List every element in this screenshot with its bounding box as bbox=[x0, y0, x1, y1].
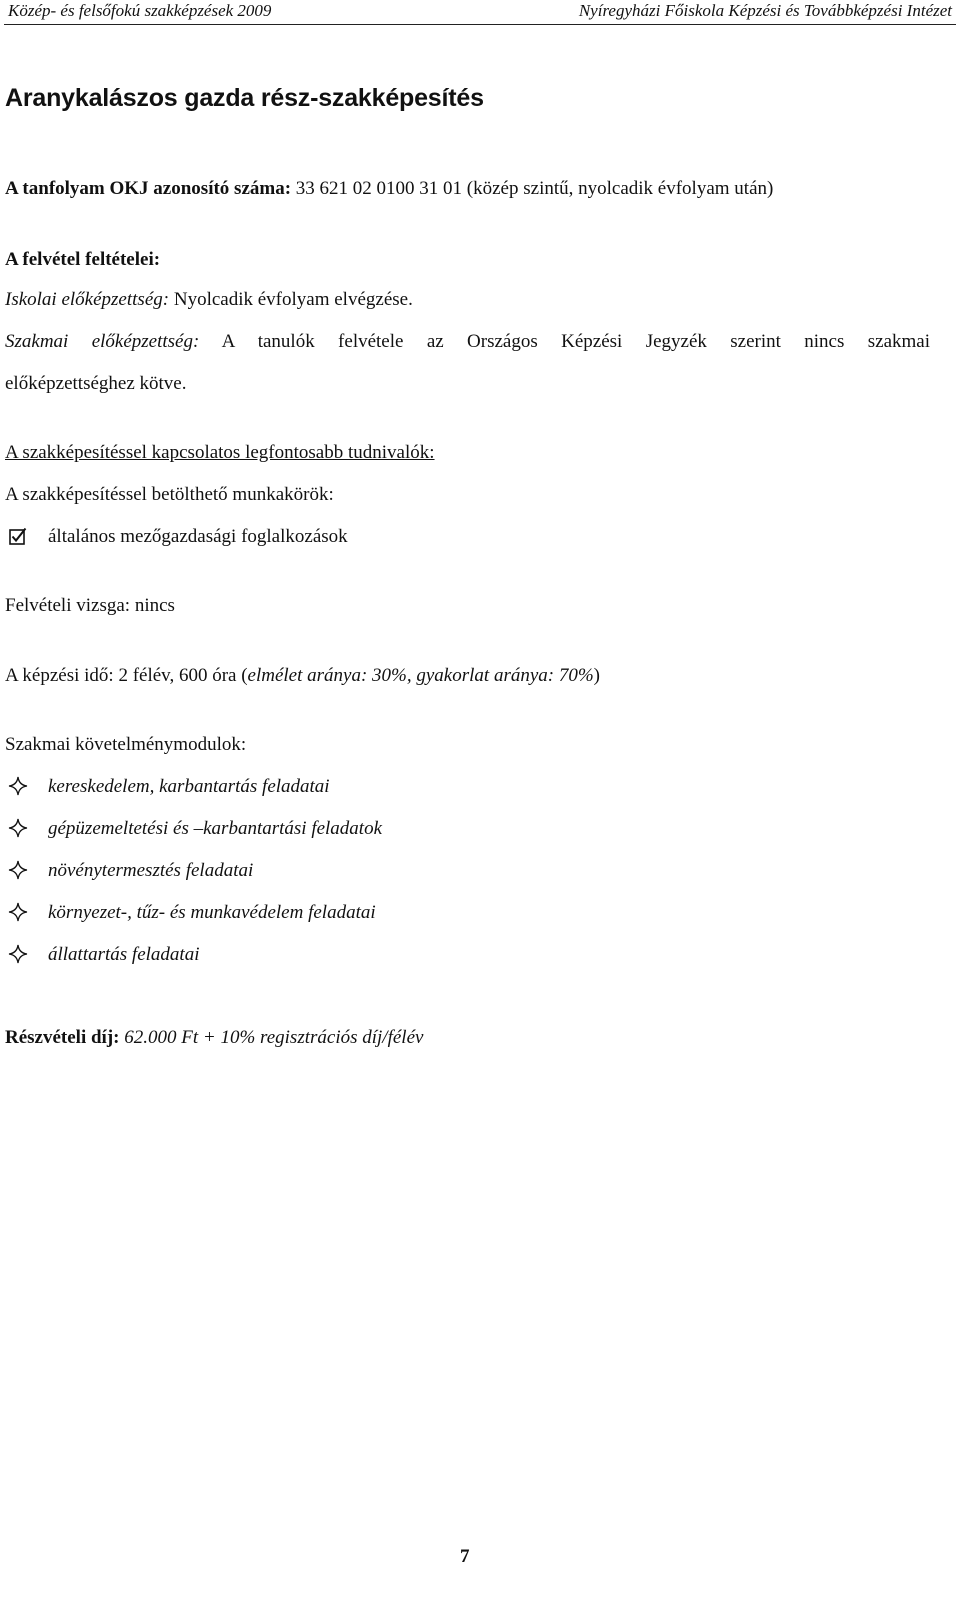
diamond-bullet-icon bbox=[8, 860, 28, 880]
prof-prereq-value-1: A tanulók felvétele az Országos Képzési Jegyzék szerint nincs szakmai bbox=[221, 331, 930, 352]
header-rule bbox=[4, 24, 956, 25]
module-item: kereskedelem, karbantartás feladatai bbox=[48, 776, 330, 797]
prof-prereq-line bbox=[5, 331, 930, 353]
module-item: gépüzemeltetési és –karbantartási feladatok bbox=[48, 818, 383, 839]
duration-paren-close: ) bbox=[593, 665, 600, 686]
school-prereq-value: Nyolcadik évfolyam elvégzése. bbox=[173, 289, 413, 310]
fee-label: Részvételi díj: bbox=[5, 1027, 120, 1048]
module-item: környezet-, tűz- és munkavédelem feladatai bbox=[48, 902, 376, 923]
diamond-bullet-icon bbox=[8, 818, 28, 838]
prof-prereq-label: Szakmai előképzettség: bbox=[5, 331, 200, 352]
prof-prereq-value-2: előképzettséghez kötve. bbox=[5, 373, 187, 394]
school-prereq-label: Iskolai előképzettség: bbox=[5, 289, 170, 310]
exam-line bbox=[5, 595, 175, 617]
diamond-bullet-icon bbox=[8, 902, 28, 922]
admission-heading: A felvétel feltételei: bbox=[5, 249, 161, 270]
info-heading: A szakképesítéssel kapcsolatos legfontosabb tudnivalók: bbox=[5, 442, 435, 463]
module-item: növénytermesztés feladatai bbox=[48, 860, 254, 881]
job-item: általános mezőgazdasági foglalkozások bbox=[48, 526, 348, 547]
jobs-heading: A szakképesítéssel betölthető munkakörök: bbox=[5, 484, 334, 505]
page-header bbox=[0, 0, 960, 24]
module-item: állattartás feladatai bbox=[48, 944, 200, 965]
exam-value: nincs bbox=[134, 595, 175, 616]
header-right: Nyíregyházi Főiskola Képzési és Továbbképzési Intézet bbox=[578, 1, 952, 20]
exam-label: Felvételi vizsga: bbox=[5, 595, 131, 616]
modules-heading: Szakmai követelménymodulok: bbox=[5, 734, 247, 755]
diamond-bullet-icon bbox=[8, 944, 28, 964]
checkbox-checked-icon bbox=[9, 527, 27, 545]
duration-value: 2 félév, 600 óra bbox=[118, 665, 237, 686]
diamond-bullet-icon bbox=[8, 776, 28, 796]
duration-detail: elmélet aránya: 30%, gyakorlat aránya: 70% bbox=[247, 665, 594, 686]
okj-number: 33 621 02 0100 31 01 bbox=[295, 178, 463, 199]
okj-line bbox=[5, 178, 773, 200]
page-number: 7 bbox=[460, 1546, 470, 1567]
page-title: Aranykalászos gazda rész-szakképesítés bbox=[5, 84, 484, 112]
okj-label: A tanfolyam OKJ azonosító száma: bbox=[5, 178, 292, 199]
okj-note: (közép szintű, nyolcadik évfolyam után) bbox=[466, 178, 774, 199]
school-prereq-line bbox=[5, 289, 413, 311]
fee-value: 62.000 Ft + 10% regisztrációs díj/félév bbox=[124, 1027, 424, 1048]
fee-line bbox=[5, 1027, 423, 1049]
duration-paren-open: ( bbox=[241, 665, 248, 686]
header-left: Közép- és felsőfokú szakképzések 2009 bbox=[8, 1, 272, 20]
duration-line bbox=[5, 665, 600, 687]
duration-label: A képzési idő: bbox=[5, 665, 114, 686]
